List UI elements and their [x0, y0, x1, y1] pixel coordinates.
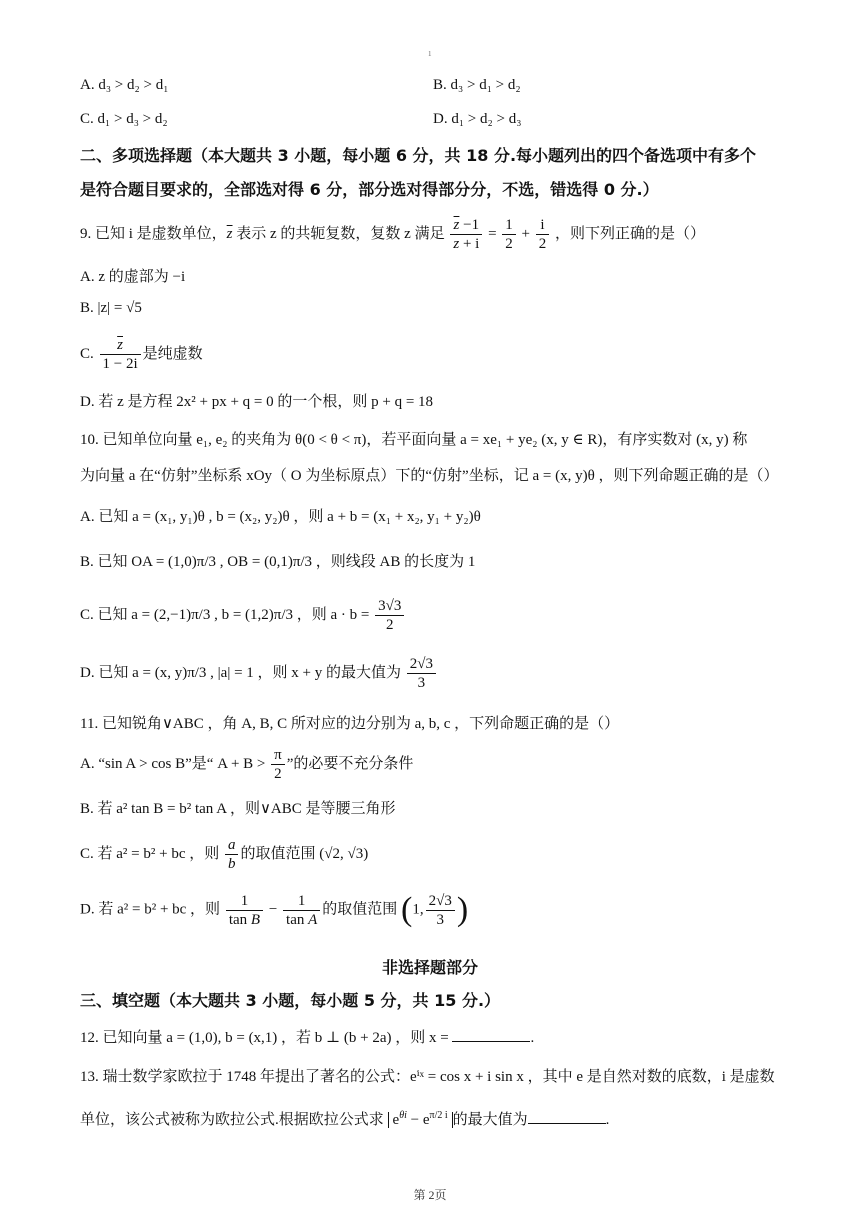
q12-text: 12. 已知向量 a = (1,0), b = (x,1) ，若 b ⊥ (b + 2a) ，则 x = [80, 1030, 449, 1046]
q9-stem-a: 9. 已知 i 是虚数单位， [80, 225, 227, 242]
q11c-text-a: C. 若 a² = b² + bc ，则 [80, 845, 220, 862]
q8-option-b: B. d₃ > d₁ > d₂ [433, 77, 521, 93]
section2-heading-line2: 是符合题目要求的，全部选对得 6 分，部分选对得部分分，不选，错选得 0 分.） [80, 180, 659, 199]
q9-fraction-half1: $\frac{1}{2}$ [502, 216, 516, 253]
q10-option-d [80, 655, 438, 692]
q10d-text: D. 已知 a = (x, y)π/3 , |a| = 1 ，则 x + y 的最大值为 [80, 664, 402, 681]
q11a-text-a: A. “sin A > cos B”是“ A + B > [80, 755, 266, 772]
q9-stem-c: ，则下列正确的是（） [555, 225, 706, 242]
q13-text-b: 的最大值为 [452, 1112, 528, 1128]
q9-fraction-half2: $\frac{i}{2}$ [536, 216, 550, 253]
q9-stem: 9. 已知 i 是虚数单位，$\overline{z}$ 表示 z 的共轭复数，复数 z 满足 $\frac{\overline{z} -1}{z + i}$ = $\frac{1}{2}$ + $\frac{i}{2}$ ，则下列正确的是（） [80, 217, 706, 252]
q11-option-a [80, 746, 413, 783]
q11c-fraction: $\frac{a}{b}$ [225, 836, 239, 873]
q11d-text-b: 的取值范围 [322, 901, 398, 918]
q8-option-d: D. d₁ > d₂ > d₃ [433, 111, 522, 127]
q11a-text-b: ”的必要不充分条件 [286, 755, 414, 772]
section2-heading-line1: 二、多项选择题（本大题共 3 小题，每小题 6 分，共 18 分.每小题列出的四个备选项中有多个 [80, 146, 757, 165]
q9-stem-b: 表示 z 的共轭复数，复数 z 满足 [232, 225, 445, 242]
q11-option-b: B. 若 a² tan B = b² tan A ，则∨ABC 是等腰三角形 [80, 801, 396, 817]
nonchoice-heading: 非选择题部分 [381, 958, 478, 977]
q10-option-c [80, 597, 406, 634]
q11-stem: 11. 已知锐角∨ABC ，角 A, B, C 所对应的边分别为 a, b, c ，下列命题正确的是（） [80, 716, 620, 732]
q10-option-b: B. 已知 OA = (1,0)π/3 , OB = (0,1)π/3 ，则线段 AB 的长度为 1 [80, 554, 476, 570]
q11a-fraction: $\frac{\pi}{2}$ [271, 746, 285, 783]
q13-answer-blank [528, 1109, 606, 1124]
q13-line2: 单位，该公式被称为欧拉公式.根据欧拉公式求 $e^{\theta i} - e^{\pi/2 i}$ 的最大值为 . [80, 1110, 610, 1128]
q11d-text-a: D. 若 a² = b² + bc ，则 [80, 901, 221, 918]
q11d-fraction1: $\frac{1}{\text{tan B}}$ [226, 892, 263, 929]
q9c-fraction: $\frac{\overline{z}}{1 - 2i}$ [100, 336, 141, 373]
page-footer: 第 2页 [413, 1188, 447, 1202]
q13-text-a: 单位，该公式被称为欧拉公式.根据欧拉公式求 [80, 1112, 384, 1128]
q11-option-c [80, 836, 368, 873]
q9-option-b: B. |z| = √5 [80, 300, 142, 316]
q10-stem-line1: 10. 已知单位向量 e₁, e₂ 的夹角为 θ(0 < θ < π)，若平面向量 a = xe₁ + ye₂ (x, y ∈ R)，有序实数对 (x, y) 称 [80, 432, 748, 448]
q12: 12. 已知向量 a = (1,0), b = (x,1) ，若 b ⊥ (b + 2a) ，则 x = . [80, 1026, 534, 1047]
q9-option-d: D. 若 z 是方程 2x² + px + q = 0 的一个根，则 p + q = 18 [80, 394, 434, 410]
q9-option-a: A. z 的虚部为 −i [80, 269, 186, 285]
q10c-text: C. 已知 a = (2,−1)π/3 , b = (1,2)π/3 ，则 a · b = [80, 606, 370, 623]
q11c-text-b: 的取值范围 (√2, √3) [240, 845, 369, 862]
q12-answer-blank [452, 1027, 530, 1042]
top-mark: 1 [428, 50, 432, 58]
q10-option-a: A. 已知 a = (x₁, y₁)θ , b = (x₂, y₂)θ ，则 a + b = (x₁ + x₂, y₁ + y₂)θ [80, 509, 481, 525]
q11d-fraction3: $\frac{2√3}{3}$ [426, 892, 455, 929]
q11-option-d: D. 若 a² = b² + bc ，则 $\frac{1}{\text{tan B}}$ − $\frac{1}{\text{tan A}}$ 的取值范围 (1, $\frac{2√3}{3}$ ) [80, 891, 469, 928]
conj-z: $\overline{z}$ [226, 225, 233, 242]
q10c-fraction: $\frac{3√3}{2}$ [375, 597, 404, 634]
q9-option-c: C. $\frac{\overline{z}}{1 - 2i}$ 是纯虚数 [80, 337, 203, 372]
q13-abs-expression: $e^{\theta i} - e^{\pi/2 i}$ [388, 1112, 453, 1128]
q13-line1: 13. 瑞士数学家欧拉于 1748 年提出了著名的公式：eⁱˣ = cos x + i sin x ，其中 e 是自然对数的底数，i 是虚数 [80, 1069, 775, 1085]
q8-option-c: C. d₁ > d₃ > d₂ [80, 111, 168, 127]
q8-option-a: A. d₃ > d₂ > d₁ [80, 77, 169, 93]
q9c-text: 是纯虚数 [142, 345, 203, 362]
q9-fraction-lhs: $\frac{\overline{z} -1}{z + i}$ [450, 216, 482, 253]
section3-heading: 三、填空题（本大题共 3 小题，每小题 5 分，共 15 分.） [80, 991, 501, 1010]
q10d-fraction: $\frac{2√3}{3}$ [407, 655, 436, 692]
q11d-fraction2: $\frac{1}{\text{tan A}}$ [283, 892, 320, 929]
q10-stem-line2: 为向量 a 在“仿射”坐标系 xOy（ O 为坐标原点）下的“仿射”坐标，记 a = (x, y)θ ，则下列命题正确的是（） [80, 468, 779, 484]
